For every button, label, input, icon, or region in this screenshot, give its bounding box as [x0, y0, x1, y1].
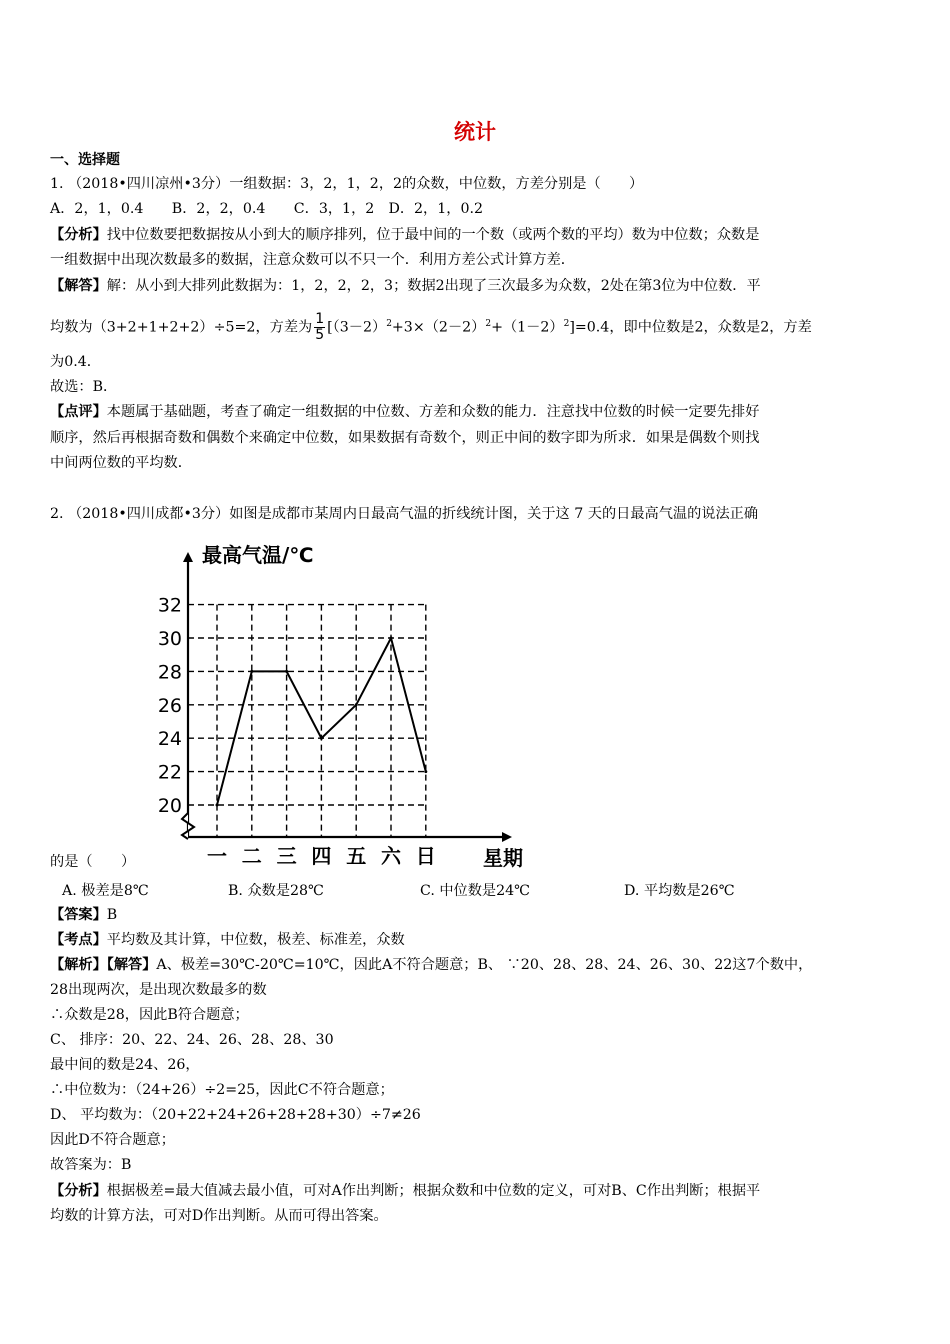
q1-analysis-line-2: 一组数据中出现次数最多的数据，注意众数可以不只一个．利用方差公式计算方差． [50, 252, 575, 268]
q1-solution-line-1 [50, 276, 910, 296]
chart-axes [182, 552, 512, 842]
q2-stem-line-1: 2. （2018•四川成都•3分）如图是成都市某周内日最高气温的折线统计图，关于这 7 天的日最高气温的说法正确 [50, 506, 759, 522]
temperature-line-chart [150, 540, 540, 870]
q1-choice: 故选：B． [50, 379, 118, 395]
q1-analysis-line-1 [50, 225, 910, 245]
q2-solution-line-8: 因此D不符合题意； [50, 1132, 175, 1148]
fraction-numerator: 1 [315, 311, 325, 328]
y-tick-label-22: 22 [157, 761, 182, 784]
q2-solution-line-6: ∴中位数为：（24+26）÷2=25，因此C不符合题意； [50, 1082, 394, 1098]
y-tick-label-20: 20 [157, 795, 182, 817]
fraction-denominator: 5 [315, 327, 325, 344]
y-tick-label-24: 24 [157, 728, 182, 751]
y-axis-label: 最高气温/℃ [202, 543, 314, 567]
q2-option-a: A. 极差是8℃ [62, 883, 149, 899]
x-tick-label-5: 六 [381, 844, 401, 868]
x-tick-label-3: 四 [311, 844, 332, 868]
q2-solution-line-5: 最中间的数是24、26， [50, 1057, 200, 1073]
y-tick-label-28: 28 [157, 661, 182, 684]
analysis-text: 根据极差=最大值减去最小值，可对A作出判断；根据众数和中位数的定义，可对B、C作出判断；根据平 [106, 1183, 761, 1199]
q2-stem-line-2: 的是（ ） [50, 854, 136, 870]
q2-analysis-line-2: 均数的计算方法，可对D作出判断。从而可得出答案。 [50, 1208, 388, 1224]
q2-answer [50, 905, 910, 925]
variance-term-1: [（3－2） [327, 319, 387, 336]
y-tick-labels [158, 595, 182, 817]
fraction-one-fifth [314, 312, 325, 343]
q2-option-c: C. 中位数是24℃ [420, 883, 531, 899]
q2-solution-line-4: C、 排序：20、22、24、26、28、28、30 [50, 1032, 334, 1048]
solution-tag: 【解答】 [50, 278, 107, 294]
q2-option-d: D. 平均数是26℃ [624, 883, 735, 899]
knowledge-tag: 【考点】 [50, 932, 107, 948]
exponent: 2 [386, 319, 392, 329]
q1-comment-line-3: 中间两位数的平均数． [50, 455, 192, 471]
x-axis-label: 星期 [483, 846, 523, 870]
solution-text: 解：从小到大排列此数据为：1，2，2，2，3；数据2出现了三次最多为众数，2处在第3位为中位数．平 [106, 278, 761, 294]
q1-comment-line-2: 顺序，然后再根据奇数和偶数个来确定中位数，如果数据有奇数个，则正中间的数字即为所求．如果是偶数个则找 [50, 430, 760, 446]
variance-result: ]=0.4，即中位数是2，众数是2，方差 [569, 319, 812, 336]
q2-solution-line-7: D、 平均数为：（20+22+24+26+28+28+30）÷7≠26 [50, 1107, 421, 1123]
q2-knowledge-points [50, 930, 910, 950]
x-tick-label-0: 一 [207, 844, 227, 868]
exponent: 2 [485, 319, 492, 329]
answer-tag: 【答案】 [50, 907, 107, 923]
exponent: 2 [563, 319, 570, 329]
x-axis-arrow [502, 832, 512, 842]
knowledge-text: 平均数及其计算，中位数，极差、标准差，众数 [106, 932, 405, 948]
section-heading: 一、选择题 [50, 152, 120, 168]
q2-analysis-line-1 [50, 1181, 910, 1201]
axis-break-zigzag [182, 813, 194, 839]
analysis-tag: 【分析】 [50, 227, 107, 243]
q2-solution-line-9: 故答案为：B [50, 1157, 132, 1173]
q2-solution-line-1 [50, 955, 910, 975]
x-tick-label-6: 日 [415, 844, 436, 868]
q1-solution-line-2 [50, 306, 910, 342]
q1-solution-line-3: 为0.4． [50, 354, 101, 370]
y-tick-label-30: 30 [157, 628, 182, 650]
q1-comment-line-1 [50, 402, 910, 422]
comment-text: 本题属于基础题，考查了确定一组数据的中位数、方差和众数的能力．注意找中位数的时候一定要先排好 [106, 404, 760, 420]
y-tick-label-26: 26 [157, 694, 182, 717]
comment-tag: 【点评】 [50, 404, 107, 420]
y-tick-label-32: 32 [157, 594, 182, 617]
q1-options: A．2，1，0.4 B．2，2，0.4 C．3，1，2 D．2，1，0.2 [50, 201, 484, 217]
q2-option-b: B. 众数是28℃ [228, 883, 324, 899]
page-title: 统计 [454, 120, 496, 144]
solution-text: A、极差=30℃-20℃=10℃，因此A不符合题意；B、 ∵20、28、28、24、26、30、22这7个数中， [156, 957, 813, 973]
variance-term-3: +（1－2） [491, 319, 564, 336]
variance-term-2: +3×（2－2） [391, 319, 486, 336]
analysis-tag: 【分析】 [50, 1183, 107, 1199]
x-tick-label-2: 三 [276, 844, 297, 868]
analysis-text: 找中位数要把数据按从小到大的顺序排列，位于最中间的一个数（或两个数的平均）数为中位数；众数是 [106, 227, 760, 243]
solution-tag: 【解析】【解答】 [50, 957, 157, 973]
q2-solution-line-2: 28出现两次，是出现次数最多的数 [50, 982, 267, 998]
answer-text: B [106, 907, 118, 923]
x-tick-label-4: 五 [346, 844, 367, 868]
q1-stem: 1. （2018•四川凉州•3分）一组数据：3，2，1，2，2的众数，中位数，方差分别是（ ） [50, 176, 644, 192]
y-axis-arrow [183, 552, 193, 562]
x-tick-label-1: 二 [241, 844, 262, 868]
solution-mean-text: 均数为（3+2+1+2+2）÷5=2，方差为 [50, 319, 313, 336]
q2-solution-line-3: ∴众数是28，因此B符合题意； [50, 1007, 249, 1023]
